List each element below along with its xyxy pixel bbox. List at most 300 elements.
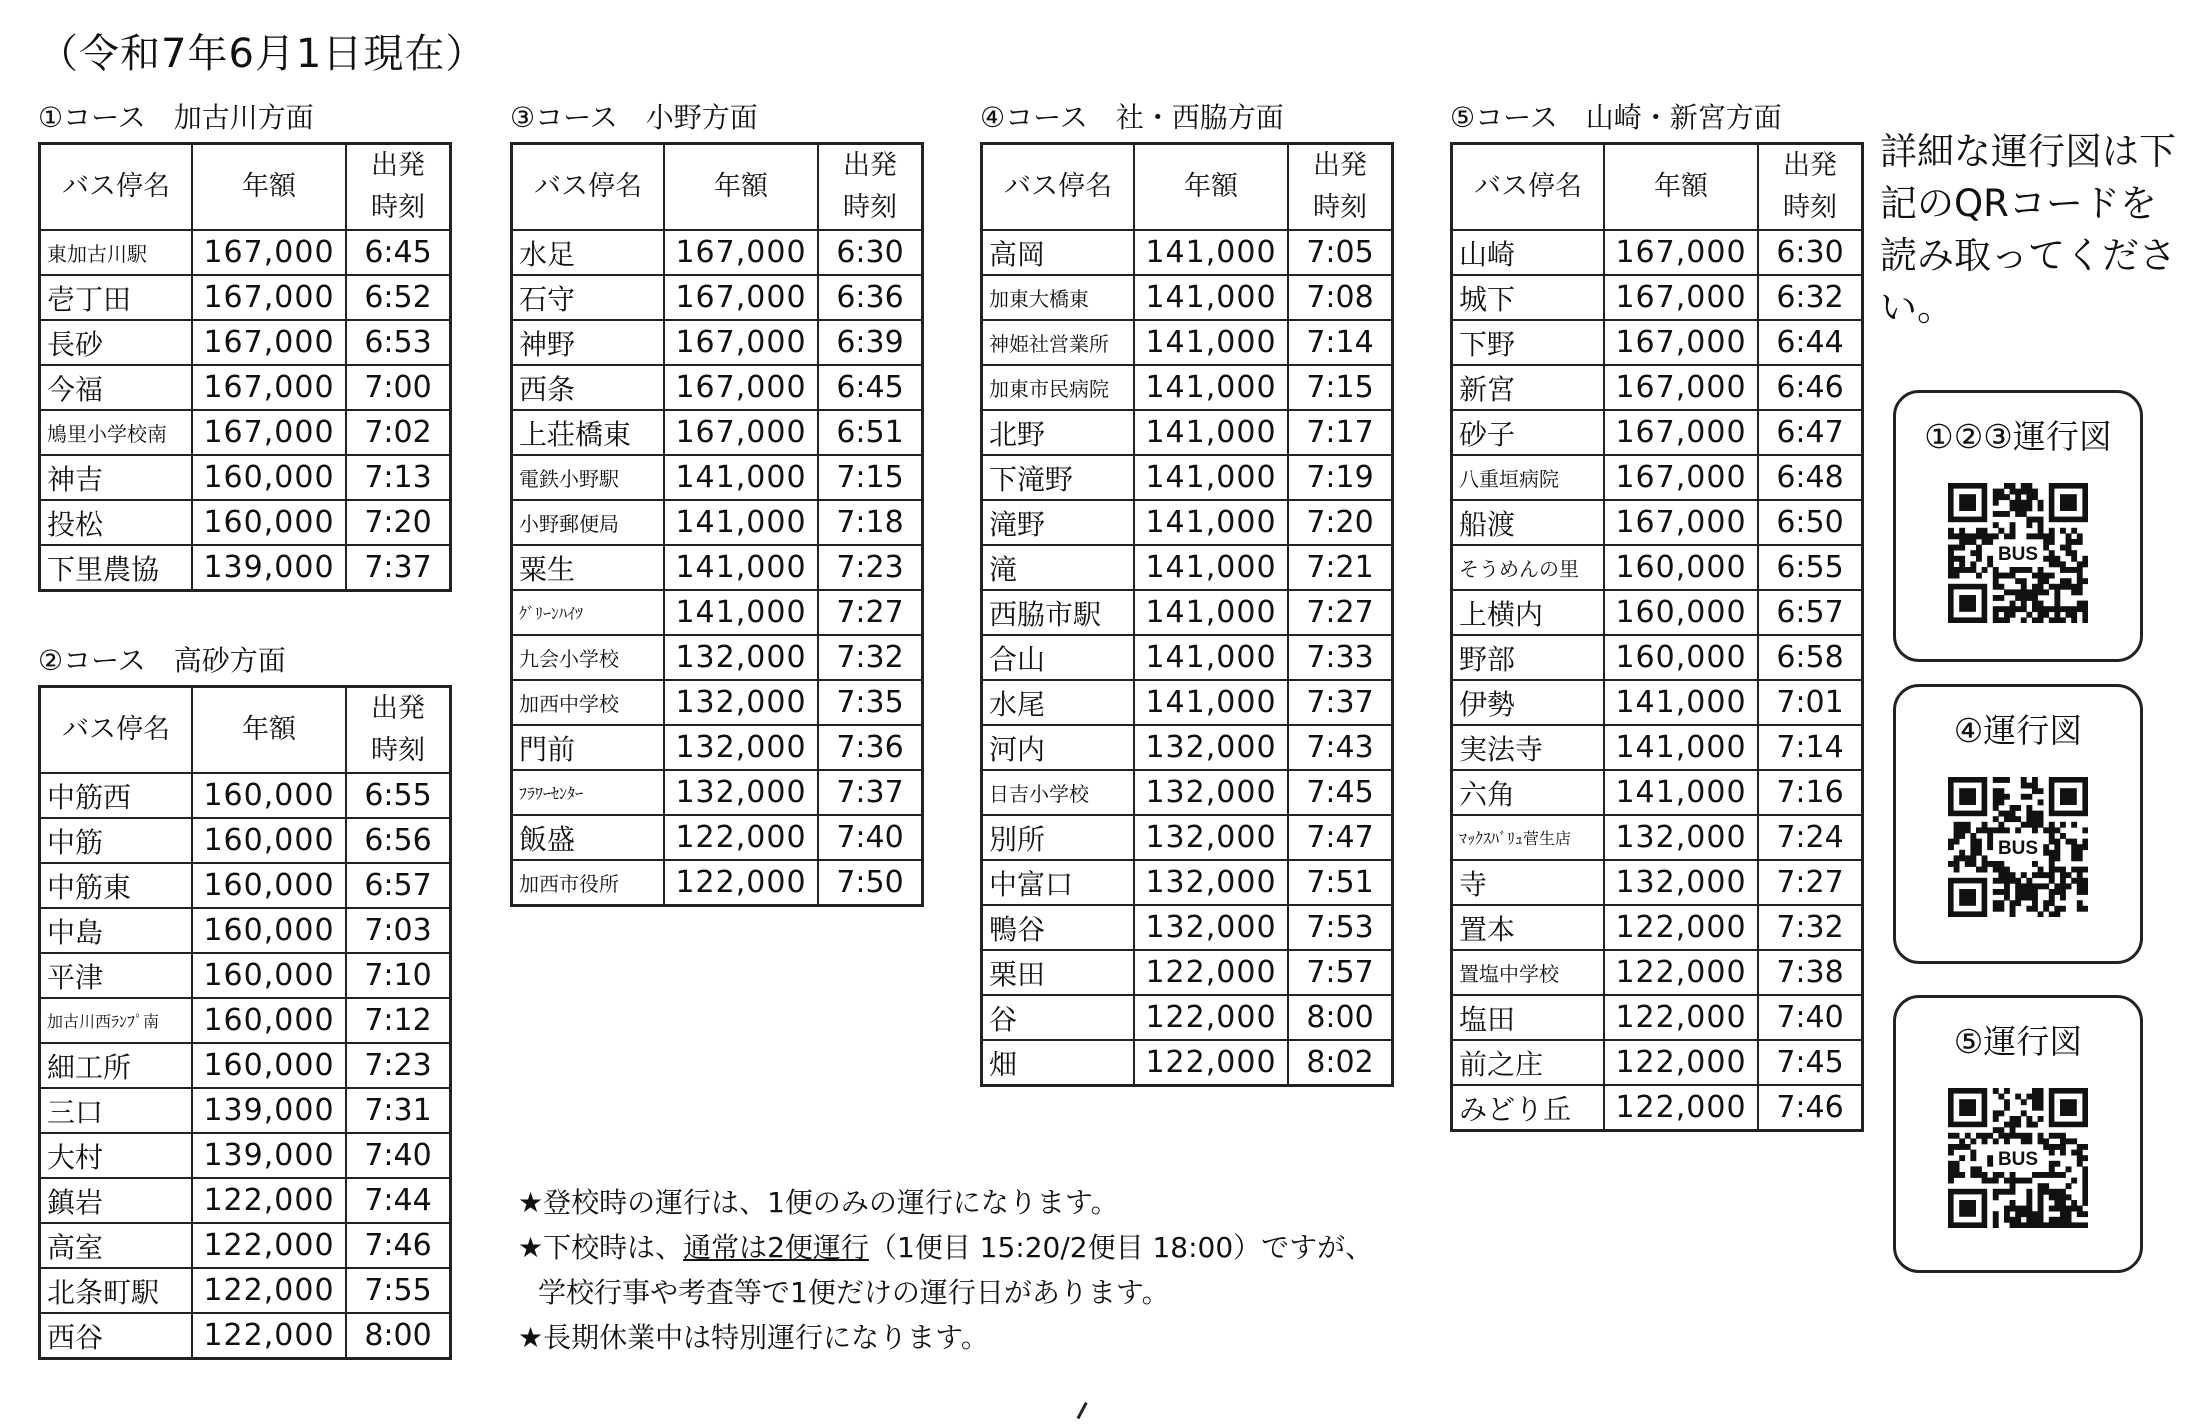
departure-time: 7:03	[346, 908, 451, 953]
departure-time: 7:47	[1288, 815, 1393, 860]
stop-name: 三口	[40, 1088, 193, 1133]
fare-value: 122,000	[664, 815, 818, 860]
table-row	[40, 500, 451, 545]
departure-time: 7:08	[1288, 275, 1393, 320]
table-row	[982, 770, 1393, 815]
departure-time: 6:56	[346, 818, 451, 863]
course-title: ④コース 社・西脇方面	[980, 101, 1284, 134]
stop-name: 前之庄	[1452, 1040, 1605, 1085]
header-time-line2: 時刻	[1313, 192, 1367, 223]
table-row	[40, 1223, 451, 1268]
fare-value: 160,000	[1604, 545, 1758, 590]
table-row	[40, 455, 451, 500]
departure-time: 7:13	[346, 455, 451, 500]
qr-box-title: ④運行図	[1953, 711, 2083, 750]
fare-value: 167,000	[664, 410, 818, 455]
qr-code-icon[interactable]	[1948, 777, 2088, 917]
fare-value: 167,000	[664, 320, 818, 365]
departure-time: 6:30	[818, 230, 923, 275]
note-prefix: ★下校時は、	[518, 1231, 684, 1264]
departure-time: 6:53	[346, 320, 451, 365]
departure-time: 6:57	[1758, 590, 1863, 635]
table-row	[40, 863, 451, 908]
stop-name: 西条	[512, 365, 665, 410]
table-row	[982, 815, 1393, 860]
departure-time: 7:46	[1758, 1085, 1863, 1131]
table-row	[1452, 770, 1863, 815]
departure-time: 6:58	[1758, 635, 1863, 680]
fare-value: 122,000	[1604, 905, 1758, 950]
table-row	[512, 275, 923, 320]
departure-time: 7:19	[1288, 455, 1393, 500]
departure-time: 7:33	[1288, 635, 1393, 680]
departure-time: 6:50	[1758, 500, 1863, 545]
stop-name: 実法寺	[1452, 725, 1605, 770]
departure-time: 6:47	[1758, 410, 1863, 455]
departure-time: 7:37	[1288, 680, 1393, 725]
table-row	[1452, 815, 1863, 860]
departure-time: 7:20	[346, 500, 451, 545]
notes	[518, 1180, 1373, 1360]
qr-box-course-123	[1893, 390, 2143, 662]
stop-name: 小野郵便局	[512, 500, 665, 545]
stop-name: 城下	[1452, 275, 1605, 320]
table-row	[512, 770, 923, 815]
header-row	[512, 144, 923, 231]
departure-time: 6:36	[818, 275, 923, 320]
fare-value: 167,000	[1604, 230, 1758, 275]
fare-value: 132,000	[664, 635, 818, 680]
departure-time: 7:31	[346, 1088, 451, 1133]
table-row	[1452, 455, 1863, 500]
stop-name: 河内	[982, 725, 1135, 770]
header-stop: バス停名	[40, 144, 193, 231]
table-row	[982, 455, 1393, 500]
stop-name: 西谷	[40, 1313, 193, 1359]
table-row	[1452, 1040, 1863, 1085]
stop-name: 大村	[40, 1133, 193, 1178]
fare-value: 167,000	[192, 365, 346, 410]
table-row	[1452, 230, 1863, 275]
stop-name: 船渡	[1452, 500, 1605, 545]
course-title: ①コース 加古川方面	[38, 101, 314, 134]
stop-name: 西脇市駅	[982, 590, 1135, 635]
fare-value: 160,000	[192, 1043, 346, 1088]
stop-name: 置塩中学校	[1452, 950, 1605, 995]
fare-value: 132,000	[1604, 860, 1758, 905]
header-time-line1: 出発	[1313, 150, 1367, 181]
departure-time: 7:35	[818, 680, 923, 725]
header-time	[346, 687, 451, 774]
departure-time: 7:27	[818, 590, 923, 635]
fare-value: 141,000	[1134, 275, 1288, 320]
fare-value: 139,000	[192, 1133, 346, 1178]
stop-name: 神吉	[40, 455, 193, 500]
fare-value: 132,000	[1134, 770, 1288, 815]
departure-time: 7:16	[1758, 770, 1863, 815]
fare-value: 132,000	[664, 680, 818, 725]
stop-name: 東加古川駅	[40, 230, 193, 275]
departure-time: 6:55	[346, 773, 451, 818]
header-stop: バス停名	[40, 687, 193, 774]
fare-value: 132,000	[664, 770, 818, 815]
table-row	[1452, 950, 1863, 995]
table-row	[1452, 590, 1863, 635]
fare-value: 167,000	[664, 275, 818, 320]
stop-name: 長砂	[40, 320, 193, 365]
table-row	[982, 320, 1393, 365]
table-row	[982, 275, 1393, 320]
departure-time: 7:01	[1758, 680, 1863, 725]
table-row	[982, 995, 1393, 1040]
fare-value: 122,000	[192, 1223, 346, 1268]
table-row	[40, 365, 451, 410]
table-row	[40, 545, 451, 591]
table-row	[1452, 635, 1863, 680]
qr-box-course-5	[1893, 995, 2143, 1273]
course-1	[38, 100, 452, 592]
departure-time: 6:46	[1758, 365, 1863, 410]
fare-value: 160,000	[192, 863, 346, 908]
stop-name: ﾏｯｸｽﾊﾞﾘｭ菅生店	[1452, 815, 1605, 860]
table-row	[512, 635, 923, 680]
departure-time: 7:10	[346, 953, 451, 998]
stop-name: 平津	[40, 953, 193, 998]
stop-name: 加古川西ﾗﾝﾌﾟ南	[40, 998, 193, 1043]
departure-time: 7:18	[818, 500, 923, 545]
stop-name: 高岡	[982, 230, 1135, 275]
course-title: ③コース 小野方面	[510, 101, 758, 134]
header-time-line1: 出発	[371, 150, 425, 181]
stop-name: 北野	[982, 410, 1135, 455]
fare-value: 141,000	[664, 590, 818, 635]
departure-time: 7:36	[818, 725, 923, 770]
departure-time: 7:14	[1758, 725, 1863, 770]
departure-time: 7:32	[818, 635, 923, 680]
table-row	[1452, 410, 1863, 455]
table-row	[40, 998, 451, 1043]
course-table	[38, 685, 452, 1360]
fare-value: 167,000	[1604, 410, 1758, 455]
fare-value: 132,000	[1134, 725, 1288, 770]
header-time	[1288, 144, 1393, 231]
stop-name: 合山	[982, 635, 1135, 680]
table-row	[512, 815, 923, 860]
header-time-line2: 時刻	[843, 192, 897, 223]
table-row	[1452, 320, 1863, 365]
qr-code-icon[interactable]	[1948, 1088, 2088, 1228]
header-row	[40, 144, 451, 231]
fare-value: 160,000	[1604, 635, 1758, 680]
fare-value: 122,000	[1604, 995, 1758, 1040]
header-fare: 年額	[664, 144, 818, 231]
note-line: 学校行事や考査等で1便だけの運行日があります。	[538, 1276, 1170, 1309]
table-row	[982, 545, 1393, 590]
stop-name: 置本	[1452, 905, 1605, 950]
departure-time: 7:23	[346, 1043, 451, 1088]
qr-bus-label: BUS	[1997, 544, 2039, 565]
qr-box-title: ⑤運行図	[1953, 1022, 2083, 1061]
stop-name: 六角	[1452, 770, 1605, 815]
course-table	[38, 142, 452, 592]
table-row	[982, 230, 1393, 275]
table-row	[1452, 725, 1863, 770]
table-row	[1452, 275, 1863, 320]
departure-time: 7:57	[1288, 950, 1393, 995]
departure-time: 6:32	[1758, 275, 1863, 320]
departure-time: 6:51	[818, 410, 923, 455]
table-row	[512, 545, 923, 590]
fare-value: 160,000	[192, 953, 346, 998]
table-row	[1452, 500, 1863, 545]
departure-time: 7:37	[346, 545, 451, 591]
header-stop: バス停名	[1452, 144, 1605, 231]
table-row	[40, 320, 451, 365]
table-row	[982, 860, 1393, 905]
departure-time: 7:15	[1288, 365, 1393, 410]
stop-name: 谷	[982, 995, 1135, 1040]
departure-time: 7:55	[346, 1268, 451, 1313]
stop-name: 別所	[982, 815, 1135, 860]
course-table	[1450, 142, 1864, 1132]
stop-name: 細工所	[40, 1043, 193, 1088]
qr-bus-label: BUS	[1997, 838, 2039, 859]
departure-time: 6:57	[346, 863, 451, 908]
stop-name: 新宮	[1452, 365, 1605, 410]
fare-value: 122,000	[1604, 950, 1758, 995]
departure-time: 7:05	[1288, 230, 1393, 275]
course-title: ⑤コース 山崎・新宮方面	[1450, 101, 1782, 134]
departure-time: 6:39	[818, 320, 923, 365]
stop-name: 下野	[1452, 320, 1605, 365]
table-row	[1452, 905, 1863, 950]
departure-time: 6:45	[346, 230, 451, 275]
header-fare: 年額	[192, 144, 346, 231]
table-row	[512, 230, 923, 275]
stop-name: 畑	[982, 1040, 1135, 1086]
stop-name: 飯盛	[512, 815, 665, 860]
header-time	[818, 144, 923, 231]
table-row	[512, 725, 923, 770]
table-row	[40, 410, 451, 455]
stop-name: 神姫社営業所	[982, 320, 1135, 365]
fare-value: 167,000	[1604, 275, 1758, 320]
note-line: ★長期休業中は特別運行になります。	[518, 1321, 989, 1354]
departure-time: 8:02	[1288, 1040, 1393, 1086]
stop-name: 粟生	[512, 545, 665, 590]
stop-name: みどり丘	[1452, 1085, 1605, 1131]
departure-time: 7:53	[1288, 905, 1393, 950]
course-table	[980, 142, 1394, 1087]
table-row	[512, 590, 923, 635]
stop-name: 神野	[512, 320, 665, 365]
fare-value: 167,000	[664, 230, 818, 275]
departure-time: 7:23	[818, 545, 923, 590]
course-table	[510, 142, 924, 907]
stop-name: 下里農協	[40, 545, 193, 591]
stop-name: 滝野	[982, 500, 1135, 545]
fare-value: 132,000	[1604, 815, 1758, 860]
table-row	[982, 680, 1393, 725]
stop-name: 壱丁田	[40, 275, 193, 320]
note-line	[518, 1225, 1373, 1270]
fare-value: 122,000	[1134, 995, 1288, 1040]
qr-instruction-text: 詳細な運行図は下記のQRコードを読み取ってください。	[1880, 130, 2176, 329]
departure-time: 7:44	[346, 1178, 451, 1223]
fare-value: 141,000	[1604, 770, 1758, 815]
table-row	[40, 1088, 451, 1133]
departure-time: 7:00	[346, 365, 451, 410]
fare-value: 141,000	[1134, 635, 1288, 680]
fare-value: 122,000	[192, 1268, 346, 1313]
departure-time: 7:15	[818, 455, 923, 500]
stop-name: 投松	[40, 500, 193, 545]
header-fare: 年額	[1604, 144, 1758, 231]
table-row	[1452, 860, 1863, 905]
qr-code-icon[interactable]	[1948, 483, 2088, 623]
stop-name: 砂子	[1452, 410, 1605, 455]
fare-value: 167,000	[192, 320, 346, 365]
header-fare: 年額	[192, 687, 346, 774]
stop-name: 伊勢	[1452, 680, 1605, 725]
stop-name: 今福	[40, 365, 193, 410]
table-row	[40, 275, 451, 320]
departure-time: 7:43	[1288, 725, 1393, 770]
fare-value: 160,000	[192, 998, 346, 1043]
stop-name: 中筋東	[40, 863, 193, 908]
departure-time: 7:40	[1758, 995, 1863, 1040]
fare-value: 167,000	[192, 410, 346, 455]
note-line: ★登校時の運行は、1便のみの運行になります。	[518, 1186, 1119, 1219]
fare-value: 122,000	[192, 1313, 346, 1359]
departure-time: 7:17	[1288, 410, 1393, 455]
stop-name: 九会小学校	[512, 635, 665, 680]
header-time-line2: 時刻	[1783, 192, 1837, 223]
stop-name: 滝	[982, 545, 1135, 590]
departure-time: 7:40	[818, 815, 923, 860]
table-row	[1452, 995, 1863, 1040]
qr-box-course-4	[1893, 684, 2143, 964]
table-row	[1452, 365, 1863, 410]
header-time-line2: 時刻	[371, 192, 425, 223]
fare-value: 167,000	[664, 365, 818, 410]
header-time-line2: 時刻	[371, 735, 425, 766]
header-time-line1: 出発	[843, 150, 897, 181]
header-time-line1: 出発	[371, 693, 425, 724]
table-row	[40, 230, 451, 275]
departure-time: 6:44	[1758, 320, 1863, 365]
fare-value: 160,000	[192, 908, 346, 953]
stop-name: 電鉄小野駅	[512, 455, 665, 500]
fare-value: 139,000	[192, 1088, 346, 1133]
departure-time: 6:52	[346, 275, 451, 320]
departure-time: 7:02	[346, 410, 451, 455]
stop-name: 中富口	[982, 860, 1135, 905]
table-row	[40, 1313, 451, 1359]
qr-box-title: ①②③運行図	[1924, 417, 2112, 456]
table-row	[982, 905, 1393, 950]
departure-time: 7:27	[1758, 860, 1863, 905]
course-2	[38, 643, 452, 1360]
stop-name: 野部	[1452, 635, 1605, 680]
header-row	[982, 144, 1393, 231]
departure-time: 7:50	[818, 860, 923, 906]
fare-value: 132,000	[1134, 905, 1288, 950]
fare-value: 160,000	[192, 818, 346, 863]
fare-value: 122,000	[1604, 1040, 1758, 1085]
departure-time: 6:45	[818, 365, 923, 410]
stop-name: 中島	[40, 908, 193, 953]
fare-value: 132,000	[1134, 815, 1288, 860]
fare-value: 122,000	[1134, 1040, 1288, 1086]
fare-value: 139,000	[192, 545, 346, 591]
fare-value: 122,000	[1604, 1085, 1758, 1131]
stop-name: 上横内	[1452, 590, 1605, 635]
stop-name: 上荘橋東	[512, 410, 665, 455]
header-time	[346, 144, 451, 231]
table-row	[982, 635, 1393, 680]
departure-time: 8:00	[1288, 995, 1393, 1040]
stop-name: 八重垣病院	[1452, 455, 1605, 500]
stop-name: 寺	[1452, 860, 1605, 905]
course-title: ②コース 高砂方面	[38, 644, 286, 677]
table-row	[512, 455, 923, 500]
header-time	[1758, 144, 1863, 231]
departure-time: 7:20	[1288, 500, 1393, 545]
fare-value: 160,000	[192, 455, 346, 500]
stop-name: 水尾	[982, 680, 1135, 725]
table-row	[40, 908, 451, 953]
fare-value: 141,000	[1604, 725, 1758, 770]
fare-value: 141,000	[664, 500, 818, 545]
stop-name: 水足	[512, 230, 665, 275]
table-row	[512, 410, 923, 455]
stop-name: 加西中学校	[512, 680, 665, 725]
table-row	[982, 500, 1393, 545]
departure-time: 7:14	[1288, 320, 1393, 365]
note-suffix: （1便目 15:20/2便目 18:00）ですが、	[868, 1231, 1374, 1264]
stop-name: 門前	[512, 725, 665, 770]
table-row	[982, 725, 1393, 770]
table-row	[1452, 680, 1863, 725]
fare-value: 141,000	[1134, 680, 1288, 725]
departure-time: 7:46	[346, 1223, 451, 1268]
table-row	[40, 1178, 451, 1223]
stop-name: 鳩里小学校南	[40, 410, 193, 455]
stop-name: 鎮岩	[40, 1178, 193, 1223]
fare-value: 160,000	[192, 500, 346, 545]
fare-value: 141,000	[1134, 545, 1288, 590]
stop-name: 鴨谷	[982, 905, 1135, 950]
departure-time: 8:00	[346, 1313, 451, 1359]
fare-value: 167,000	[1604, 500, 1758, 545]
fare-value: 141,000	[1134, 410, 1288, 455]
departure-time: 7:40	[346, 1133, 451, 1178]
table-row	[982, 365, 1393, 410]
stop-name: 塩田	[1452, 995, 1605, 1040]
departure-time: 6:30	[1758, 230, 1863, 275]
table-row	[982, 950, 1393, 995]
fare-value: 141,000	[1134, 320, 1288, 365]
fare-value: 141,000	[1134, 365, 1288, 410]
fare-value: 141,000	[1134, 230, 1288, 275]
qr-bus-label: BUS	[1997, 1149, 2039, 1170]
fare-value: 122,000	[1134, 950, 1288, 995]
fare-value: 141,000	[664, 455, 818, 500]
table-row	[512, 320, 923, 365]
table-row	[512, 860, 923, 906]
course-4	[980, 100, 1394, 1087]
